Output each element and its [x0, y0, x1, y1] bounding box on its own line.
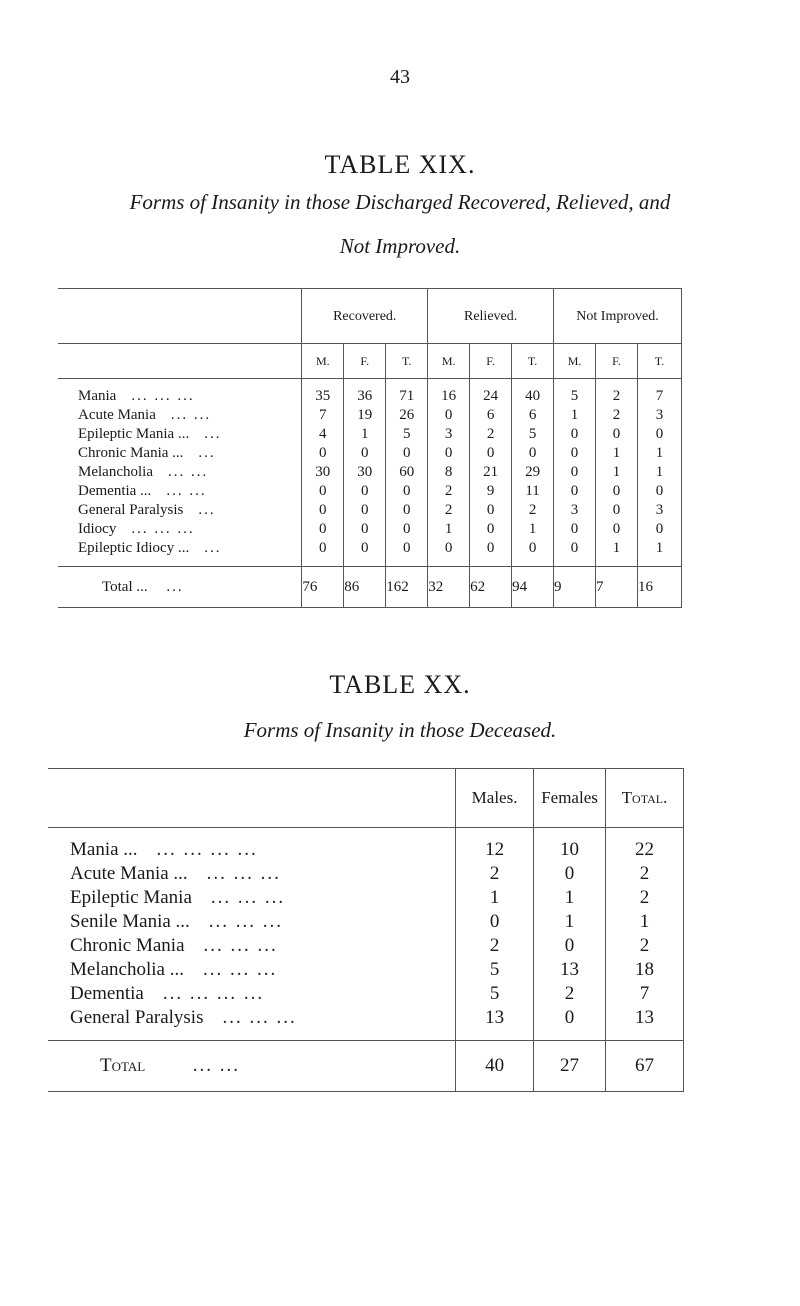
cell: 1 [534, 886, 606, 910]
subhead-relieved-t: T. [512, 344, 554, 379]
table-xix-group-header [58, 289, 682, 344]
cell: 0 [554, 444, 596, 463]
cell: 7 [302, 406, 344, 425]
row-label: General Paralysis ... ... ... [70, 1007, 297, 1028]
cell: 21 [470, 463, 512, 482]
row-label: Epileptic Idiocy ... ... [78, 540, 222, 556]
cell: 0 [554, 539, 596, 558]
cell: 2 [596, 406, 638, 425]
cell: 13 [534, 958, 606, 982]
cell: 26 [386, 406, 428, 425]
table-xx-header [48, 769, 684, 828]
row-label: Mania ... ... ... ... ... [70, 839, 258, 860]
table-row [58, 539, 682, 558]
cell: 0 [470, 501, 512, 520]
cell: 2 [456, 862, 534, 886]
table-xx-subtitle: Forms of Insanity in those Deceased. [243, 718, 557, 742]
cell: 16 [637, 567, 681, 608]
cell: 8 [428, 463, 470, 482]
table-row [48, 958, 684, 982]
row-label: Epileptic Mania ... ... [78, 426, 222, 442]
table-row [48, 1006, 684, 1030]
table-xix [58, 288, 682, 608]
row-label: Acute Mania ... ... ... ... [70, 863, 281, 884]
cell: 5 [554, 387, 596, 406]
cell: 11 [512, 482, 554, 501]
table-row [48, 910, 684, 934]
cell: 1 [534, 910, 606, 934]
table-row [48, 934, 684, 958]
row-label: Mania ... ... ... [78, 388, 195, 404]
cell: 2 [534, 982, 606, 1006]
cell: 1 [512, 520, 554, 539]
cell: 1 [456, 886, 534, 910]
table-row [48, 982, 684, 1006]
cell: 3 [428, 425, 470, 444]
subhead-recovered-f: F. [344, 344, 386, 379]
cell: 29 [512, 463, 554, 482]
cell: 0 [470, 520, 512, 539]
cell: 40 [512, 387, 554, 406]
row-label: Dementia ... ... ... [78, 483, 207, 499]
table-row [58, 406, 682, 425]
cell: 0 [554, 482, 596, 501]
cell: 0 [344, 539, 386, 558]
cell: 30 [344, 463, 386, 482]
cell: 2 [470, 425, 512, 444]
cell: 2 [428, 482, 470, 501]
header-total: Total. [606, 769, 684, 828]
table-xix-subtitle-line2: Not Improved. [339, 234, 461, 258]
cell: 60 [386, 463, 428, 482]
cell: 32 [428, 567, 470, 608]
row-label: Epileptic Mania ... ... ... [70, 887, 286, 908]
cell: 0 [428, 406, 470, 425]
header-females: Females [534, 769, 606, 828]
cell: 0 [302, 444, 344, 463]
cell: 0 [344, 444, 386, 463]
table-row [58, 501, 682, 520]
cell: 9 [470, 482, 512, 501]
cell: 0 [344, 520, 386, 539]
subhead-recovered-m: M. [302, 344, 344, 379]
cell: 0 [554, 520, 596, 539]
cell: 0 [344, 482, 386, 501]
table-row [48, 838, 684, 862]
cell: 67 [606, 1041, 684, 1092]
cell: 2 [456, 934, 534, 958]
table-xx-total-row [48, 1041, 684, 1092]
cell: 12 [456, 838, 534, 862]
cell: 0 [596, 501, 638, 520]
cell: 0 [302, 539, 344, 558]
cell: 0 [637, 520, 681, 539]
row-label: Dementia ... ... ... ... [70, 983, 265, 1004]
cell: 1 [428, 520, 470, 539]
cell: 86 [344, 567, 386, 608]
cell: 0 [512, 444, 554, 463]
row-label: Idiocy ... ... ... [78, 521, 195, 537]
row-label: Total ... ... [48, 1041, 456, 1092]
table-xx [48, 768, 684, 1092]
cell: 0 [554, 425, 596, 444]
cell: 7 [637, 387, 681, 406]
cell: 0 [637, 425, 681, 444]
cell: 2 [428, 501, 470, 520]
cell: 0 [534, 1006, 606, 1030]
cell: 30 [302, 463, 344, 482]
table-xix-subtitle-line1: Forms of Insanity in those Discharged Recovered, Relieved, and [129, 190, 671, 214]
cell: 2 [606, 934, 684, 958]
cell: 1 [596, 539, 638, 558]
row-label: Melancholia ... ... ... ... [70, 959, 278, 980]
cell: 1 [554, 406, 596, 425]
subhead-not-improved-f: F. [596, 344, 638, 379]
table-row [58, 482, 682, 501]
row-label: Chronic Mania ... ... [78, 445, 216, 461]
cell: 0 [386, 520, 428, 539]
row-label: Acute Mania ... ... [78, 407, 212, 423]
cell: 0 [386, 444, 428, 463]
cell: 36 [344, 387, 386, 406]
cell: 0 [637, 482, 681, 501]
row-label: Total ... ... [58, 567, 302, 608]
table-xix-total-row [58, 567, 682, 608]
cell: 3 [637, 501, 681, 520]
group-not-improved: Not Improved. [554, 289, 682, 344]
cell: 2 [606, 862, 684, 886]
subhead-not-improved-t: T. [637, 344, 681, 379]
cell: 5 [456, 958, 534, 982]
cell: 13 [606, 1006, 684, 1030]
cell: 0 [470, 444, 512, 463]
table-row [48, 886, 684, 910]
cell: 35 [302, 387, 344, 406]
group-recovered: Recovered. [302, 289, 428, 344]
cell: 2 [596, 387, 638, 406]
group-relieved: Relieved. [428, 289, 554, 344]
row-label: Senile Mania ... ... ... ... [70, 911, 284, 932]
cell: 0 [456, 910, 534, 934]
subhead-not-improved-m: M. [554, 344, 596, 379]
cell: 1 [606, 910, 684, 934]
subhead-recovered-t: T. [386, 344, 428, 379]
cell: 3 [637, 406, 681, 425]
cell: 6 [470, 406, 512, 425]
row-label: Melancholia ... ... [78, 464, 209, 480]
cell: 0 [596, 425, 638, 444]
cell: 0 [534, 862, 606, 886]
cell: 0 [344, 501, 386, 520]
cell: 0 [302, 520, 344, 539]
cell: 62 [470, 567, 512, 608]
cell: 9 [554, 567, 596, 608]
cell: 0 [386, 501, 428, 520]
cell: 7 [596, 567, 638, 608]
cell: 0 [302, 501, 344, 520]
cell: 0 [554, 463, 596, 482]
table-row [58, 425, 682, 444]
cell: 5 [456, 982, 534, 1006]
cell: 0 [512, 539, 554, 558]
cell: 76 [302, 567, 344, 608]
table-row [58, 463, 682, 482]
table-xix-sub-header [58, 344, 682, 379]
cell: 1 [344, 425, 386, 444]
cell: 1 [596, 444, 638, 463]
cell: 0 [428, 539, 470, 558]
cell: 71 [386, 387, 428, 406]
cell: 27 [534, 1041, 606, 1092]
cell: 6 [512, 406, 554, 425]
table-row [48, 862, 684, 886]
cell: 5 [386, 425, 428, 444]
subhead-relieved-m: M. [428, 344, 470, 379]
cell: 0 [470, 539, 512, 558]
cell: 16 [428, 387, 470, 406]
cell: 22 [606, 838, 684, 862]
table-row [58, 387, 682, 406]
row-label: General Paralysis ... [78, 502, 216, 518]
subhead-relieved-f: F. [470, 344, 512, 379]
cell: 18 [606, 958, 684, 982]
table-xix-title: TABLE XIX. [324, 150, 476, 179]
cell: 5 [512, 425, 554, 444]
page-number: 43 [390, 66, 410, 88]
row-label: Chronic Mania ... ... ... [70, 935, 278, 956]
cell: 1 [637, 539, 681, 558]
cell: 19 [344, 406, 386, 425]
cell: 40 [456, 1041, 534, 1092]
cell: 0 [386, 482, 428, 501]
cell: 94 [512, 567, 554, 608]
table-row [58, 444, 682, 463]
cell: 7 [606, 982, 684, 1006]
cell: 10 [534, 838, 606, 862]
cell: 13 [456, 1006, 534, 1030]
table-row [58, 520, 682, 539]
header-males: Males. [456, 769, 534, 828]
cell: 2 [512, 501, 554, 520]
cell: 4 [302, 425, 344, 444]
cell: 2 [606, 886, 684, 910]
cell: 0 [534, 934, 606, 958]
cell: 162 [386, 567, 428, 608]
cell: 0 [302, 482, 344, 501]
cell: 24 [470, 387, 512, 406]
cell: 1 [637, 444, 681, 463]
cell: 0 [428, 444, 470, 463]
cell: 1 [637, 463, 681, 482]
cell: 1 [596, 463, 638, 482]
cell: 3 [554, 501, 596, 520]
cell: 0 [596, 520, 638, 539]
table-xx-title: TABLE XX. [329, 670, 471, 699]
cell: 0 [596, 482, 638, 501]
cell: 0 [386, 539, 428, 558]
